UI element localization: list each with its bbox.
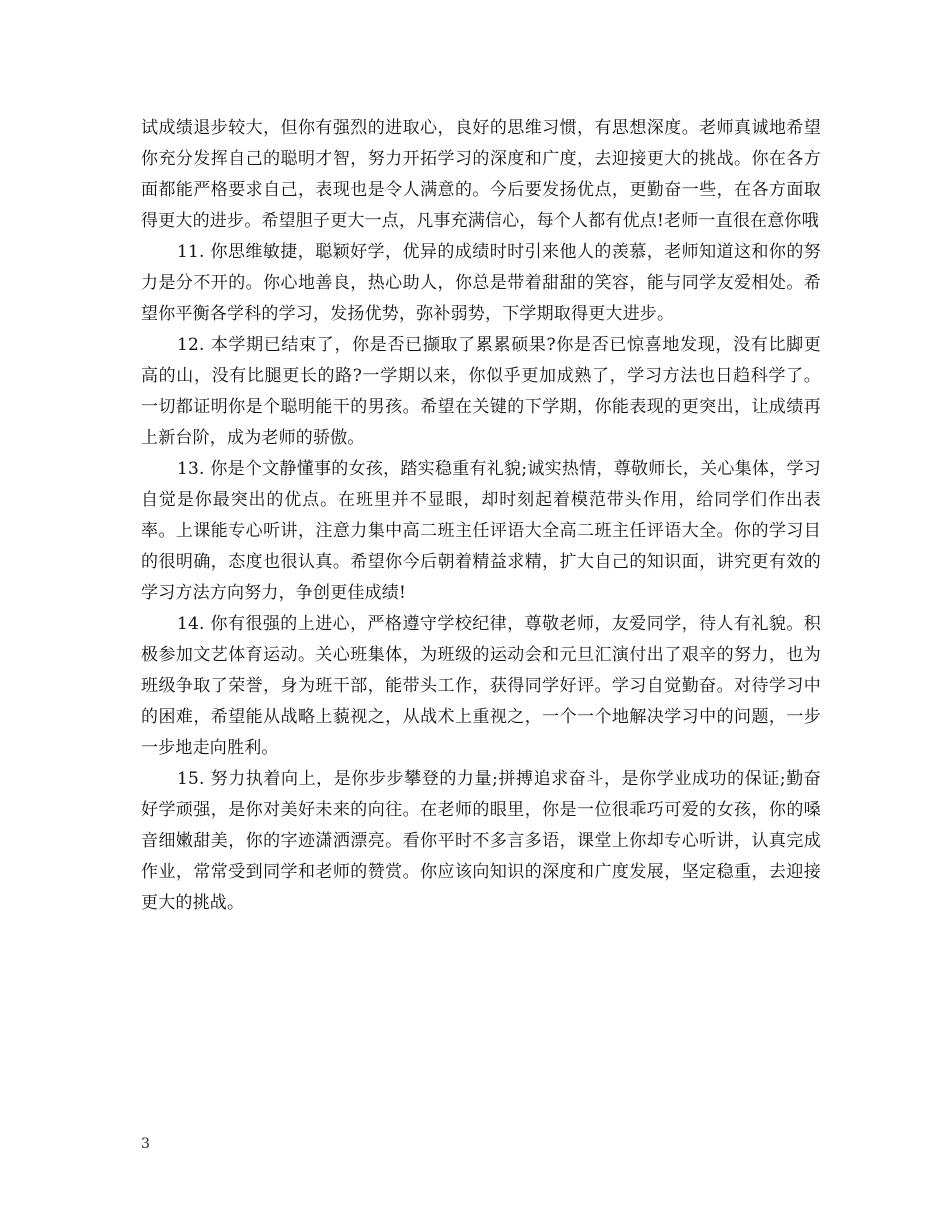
paragraph-item-11: 11. 你思维敏捷，聪颖好学，优异的成绩时时引来他人的羡慕，老师知道这和你的努力是分不开的。你心地善良，热心助人，你总是带着甜甜的笑容，能与同学友爱相处。希望你平衡各学科的学习，发扬优势，弥补弱势，下学期取得更大进步。 [141, 242, 821, 324]
page-number: 3 [141, 1136, 150, 1152]
paragraph-item-14: 14. 你有很强的上进心，严格遵守学校纪律，尊敬老师，友爱同学，待人有礼貌。积极参加文艺体育运动。关心班集体，为班级的运动会和元旦汇演付出了艰辛的努力，也为班级争取了荣誉，身为班干部，能带头工作，获得同学好评。学习自觉勤奋。对待学习中的困难，希望能从战略上藐视之，从战术上重视之，一个一个地解决学习中的问题，一步一步地走向胜利。 [141, 614, 821, 758]
page-body [141, 113, 821, 919]
paragraph-item-15: 15. 努力执着向上，是你步步攀登的力量;拼搏追求奋斗，是你学业成功的保证;勤奋好学顽强，是你对美好未来的向往。在老师的眼里，你是一位很乖巧可爱的女孩，你的嗓音细嫩甜美，你的字迹潇洒漂亮。看你平时不多言多语，课堂上你却专心听讲，认真完成作业，常常受到同学和老师的赞赏。你应该向知识的深度和广度发展，坚定稳重，去迎接更大的挑战。 [141, 769, 821, 913]
paragraph-item-13: 13. 你是个文静懂事的女孩，踏实稳重有礼貌;诚实热情，尊敬师长，关心集体，学习自觉是你最突出的优点。在班里并不显眼，却时刻起着模范带头作用，给同学们作出表率。上课能专心听讲，注意力集中高二班主任评语大全高二班主任评语大全。你的学习目的很明确，态度也很认真。希望你今后朝着精益求精，扩大自己的知识面，讲究更有效的学习方法方向努力，争创更佳成绩! [141, 459, 821, 603]
paragraph-item-12: 12. 本学期已结束了，你是否已撷取了累累硕果?你是否已惊喜地发现，没有比脚更高的山，没有比腿更长的路?一学期以来，你似乎更加成熟了，学习方法也日趋科学了。一切都证明你是个聪明能干的男孩。希望在关键的下学期，你能表现的更突出，让成绩再上新台阶，成为老师的骄傲。 [141, 335, 821, 448]
paragraph-continued: 试成绩退步较大，但你有强烈的进取心，良好的思维习惯，有思想深度。老师真诚地希望你充分发挥自己的聪明才智，努力开拓学习的深度和广度，去迎接更大的挑战。你在各方面都能严格要求自己，表现也是令人满意的。今后要发扬优点，更勤奋一些，在各方面取得更大的进步。希望胆子更大一点，凡事充满信心，每个人都有优点!老师一直很在意你哦 [141, 118, 821, 231]
